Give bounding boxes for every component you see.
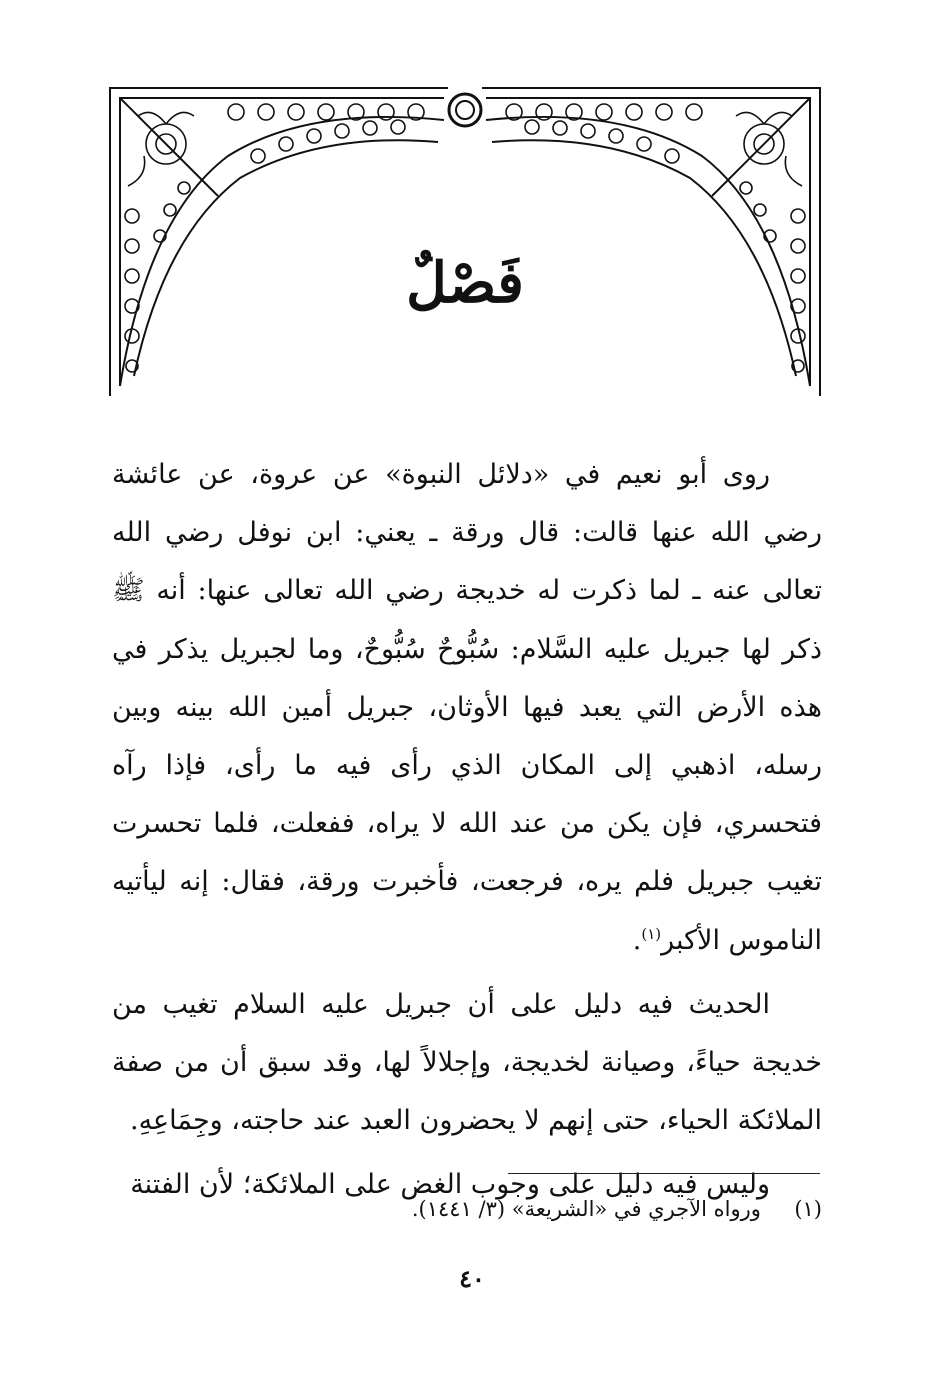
paragraph-3: وليس فيه دليل على وجوب الغض على الملائكة؛ لأن الفتنة <box>130 1169 770 1201</box>
section-heading: فَصْلٌ <box>406 250 524 316</box>
footnote-separator <box>508 1173 820 1174</box>
footnote-text: ورواه الآجري في «الشريعة» (٣/ ١٤٤١). <box>411 1197 761 1221</box>
footnote-number: (١) <box>794 1197 822 1221</box>
paragraph-1: روى أبو نعيم في «دلائل النبوة» عن عروة، عن عائشة رضي الله عنها قالت: قال ورقة ـ يعني: ابن نوفل رضي الله تعالى عنه ـ لما ذكرت له خديجة رضي الله تعالى عنها: أنه ﷺ ذكر لها جبريل عليه السَّلام: سُبُّوحٌ سُبُّوحٌ، وما لجبريل يذكر في هذه الأرض التي يعبد فيها الأوثان، جبريل أمين الله بينه وبين رسله، اذهبي إلى المكان الذي رأى فيه ما رأى، فإذا رآه فتحسري، فإن يكن من عند الله لا يراه، ففعلت، فلما تحسرت تغيب جبريل فلم يره، فرجعت، فأخبرت ورقة، فقال: إنه ليأتيه الناموس الأكبر$^{(١)}$. <box>112 459 822 956</box>
arch-ornament-frame <box>108 86 822 398</box>
paragraph-2: الحديث فيه دليل على أن جبريل عليه السلام تغيب من خديجة حياءً، وصيانة لخديجة، وإجلالاً لها، وقد سبق أن من صفة الملائكة الحياء، حتى إنهم لا يحضرون العبد عند حاجته، وجِمَاعِهِ. <box>112 988 822 1137</box>
footnote-marker[interactable]: (١) <box>641 924 662 943</box>
footnote <box>112 1192 822 1226</box>
body-text <box>112 440 822 1215</box>
page-number: ٤٠ <box>459 1264 485 1293</box>
